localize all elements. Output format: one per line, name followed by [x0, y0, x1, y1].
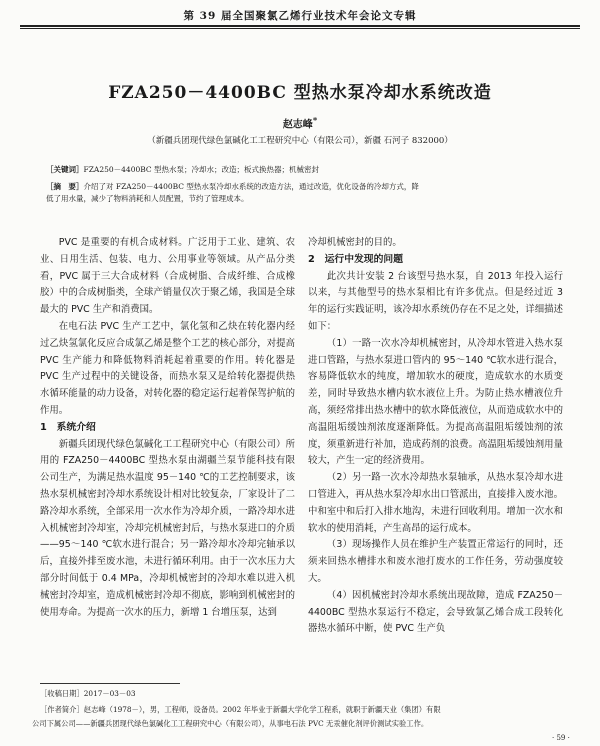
author-name: 赵志峰	[282, 119, 313, 131]
abstract-text-line1: 介绍了对 FZA250－4400BC 型热水泵冷却水系统的改造方法，通过改造，优化设备的冷却方式，降	[83, 182, 419, 191]
right-column	[308, 235, 563, 645]
problem-item-2: （2）另一路一次水冷却热水泵轴承，从热水泵冷却水进口管进入，再从热水泵冷却水出口管派出，直接排入废水池。中和室中和后打入排水地沟，未进行回收利用。增加一次水和软水的使用消耗，产生高昂的运行成本。	[308, 472, 563, 534]
abstract	[46, 180, 556, 193]
abstract-text-line2: 低了用水量，减少了物料消耗和人员配置，节约了管理成本。	[46, 194, 249, 203]
problem-item-3: （3）现场操作人员在维护生产装置正常运行的同时，还须来回热水槽排水和废水池打废水的工作任务，劳动强度较大。	[308, 539, 563, 584]
footnote-author-bio-line1: ［作者简介］赵志峰（1978－），男，工程师，设备员。2002 年毕业于新疆大学化学工程系，就职于新疆天业（集团）有限	[40, 705, 441, 714]
section-2-heading: 2 运行中发现的问题	[308, 253, 403, 265]
author-footnote-mark: *	[312, 115, 318, 125]
page-number: · 59 ·	[552, 734, 570, 742]
intro-paragraph-2: 在电石法 PVC 生产工艺中，氯化氢和乙炔在转化器内经过乙炔氢氯化反应合成氯乙烯是整个工艺的核心部分，对提高 PVC 生产能力和降低物料消耗起着重要的作用。转化器是 PVC 生产过程中的关键设备，而热水泵又是给转化器提供热水循环能量的动力设备，对转化器的稳定运行起着保驾护航的作用。	[40, 320, 295, 416]
abstract-label: ［摘 要］	[46, 182, 84, 191]
keywords-label: ［关键词］	[46, 165, 84, 174]
keywords-text: FZA250－4400BC 型热水泵；冷却水；改造；板式换热器；机械密封	[83, 165, 320, 174]
section-2-paragraph: 此次共计安装 2 台该型号热水泵，自 2013 年投入运行以来，与其他型号的热水泵相比有许多优点。但是经过近 3 年的运行实践证明，该冷却水系统仍存在不足之处，详细描述如下：	[308, 270, 563, 332]
paper-title: FZA250－4400BC 型热水泵冷却水系统改造	[108, 83, 492, 103]
header-rule-thick	[20, 25, 580, 27]
problem-item-1: （1）一路一次水冷却机械密封，从冷却水管进入热水泵进口管路，与热水泵进口管内的 95～140 ℃软水进行混合，容易降低软水的纯度，增加软水的硬度，造成软水的水质变差，同时导致热水槽内软水液位上升。为防止热水槽液位升高，须经常排出热水槽中的软水降低液位，从而造成软水中的高温阻垢缓蚀剂浓度逐渐降低。为提高高温阻垢缓蚀剂的浓度，须重新进行补加，造成药剂的浪费。高温阻垢缓蚀剂用量较大，产生一定的经济费用。	[308, 337, 563, 467]
footnote-author-bio-line2: 公司下属公司——新疆兵团现代绿色氯碱化工工程研究中心（有限公司），从事电石法 PVC 无汞催化剂评价测试实验工作。	[32, 719, 429, 728]
header-rule-thin	[20, 28, 580, 29]
footnote-received-date: ［收稿日期］2017－03－03	[40, 689, 136, 698]
affiliation: （新疆兵团现代绿色氯碱化工工程研究中心（有限公司），新疆 石河子 832000）	[147, 136, 453, 146]
continued-text: 冷却机械密封的目的。	[308, 237, 402, 248]
left-column	[40, 235, 295, 655]
footnote-rule	[40, 683, 180, 684]
keywords	[46, 163, 556, 176]
journal-header: 第 39 届全国聚氯乙烯行业技术年会论文专辑	[183, 10, 417, 22]
section-1-paragraph: 新疆兵团现代绿色氯碱化工工程研究中心（有限公司）所用的 FZA250－4400BC 型热水泵由湖疆兰泵节能科技有限公司生产，为满足热水温度 95－140 ℃的工艺控制要求，该热水泵机械密封冷却水系统设计相对比较复杂，厂家设计了二路冷却水系统，全部采用一次水作为冷却介质，一路冷却水进入机械密封冷却室，冷却完机械密封后，与热水泵进口的介质——95～140 ℃软水进行混合；另一路冷却水冷却完轴承以后，直接外排至废水池，未进行循环利用。由于一次水压力大部分时间低于 0.4 MPa，冷却机械密封的冷却水难以进入机械密封冷却室，造成机械密封冷却不彻底，影响到机械密封的使用寿命。为提高一次水的压力，新增 1 台增压泵，达到	[40, 438, 295, 618]
author-line	[0, 115, 600, 130]
problem-item-4: （4）因机械密封冷却水系统出现故障，造成 FZA250－4400BC 型热水泵运行不稳定，会导致氯乙烯合成工段转化器热水循环中断，使 PVC 生产负	[308, 589, 563, 635]
intro-paragraph-1: PVC 是重要的有机合成材料。广泛用于工业、建筑、农业、日用生活、包装、电力、公用事业等领域。从产品分类看，PVC 属于三大合成材料（合成树脂、合成纤维、合成橡胶）中的合成树脂类，全球产销量仅次于聚乙烯，我国是全球最大的 PVC 生产和消费国。	[40, 237, 295, 316]
section-1-heading: 1 系统介绍	[40, 421, 96, 433]
